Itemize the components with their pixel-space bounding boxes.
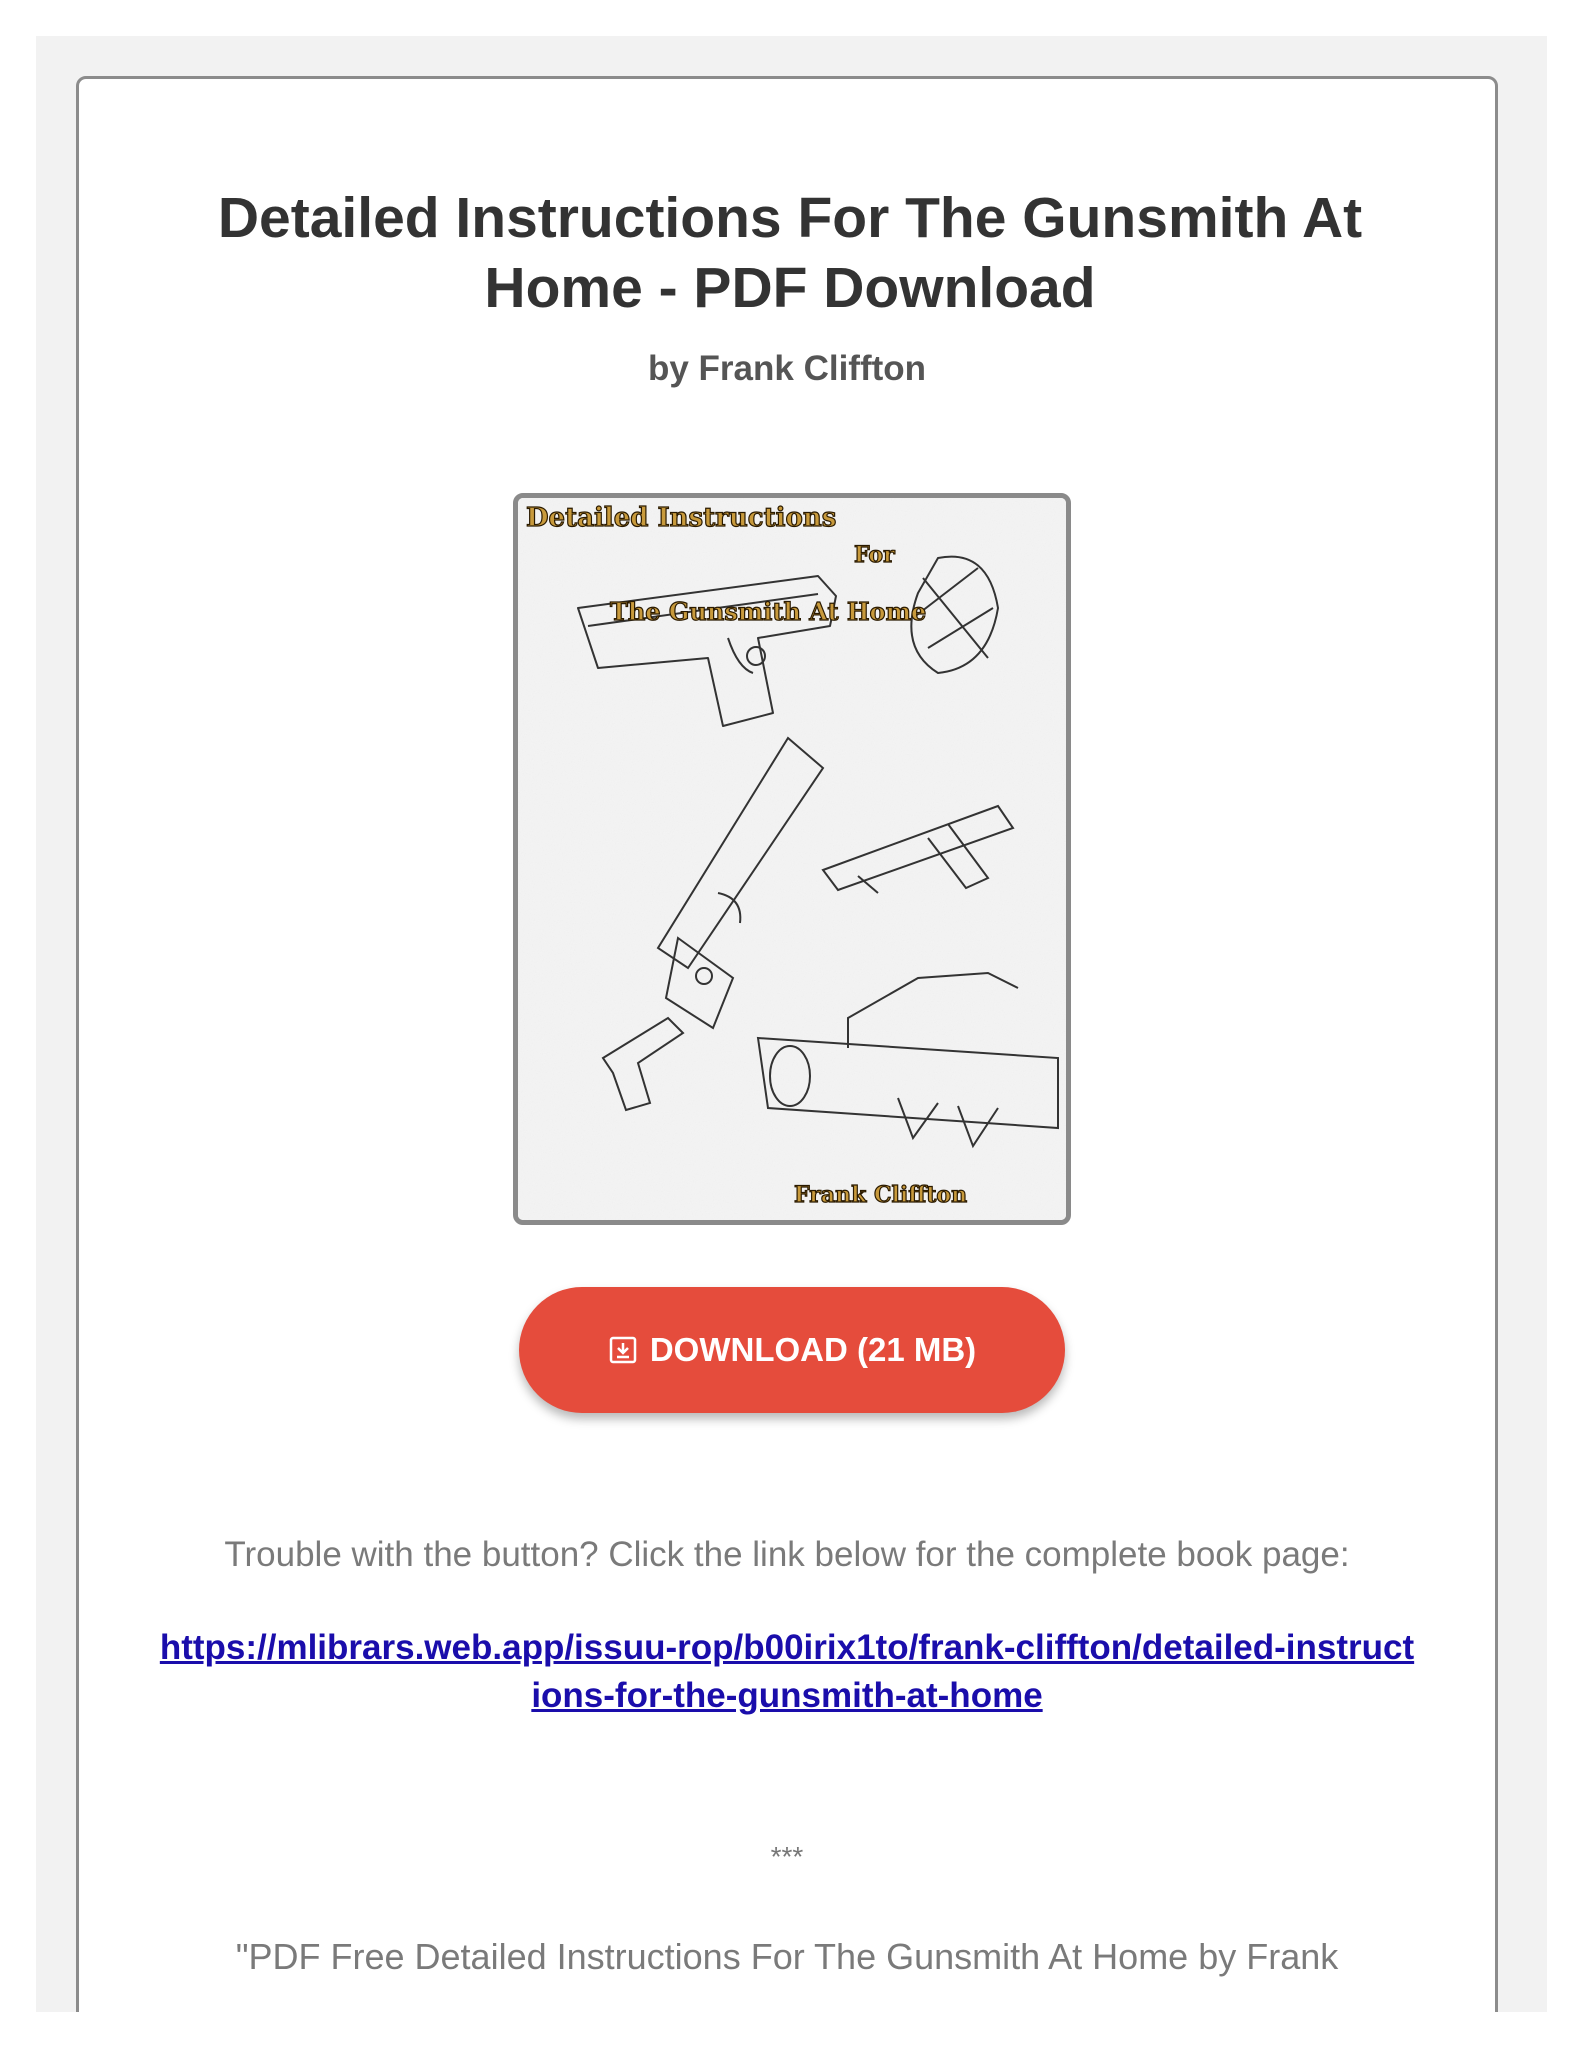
help-text: Trouble with the button? Click the link below for the complete book page: — [224, 1535, 1350, 1574]
book-cover-image[interactable] — [513, 493, 1071, 1225]
cover-author: Frank Cliffton — [794, 1182, 968, 1208]
cover-illustration — [518, 498, 1066, 1220]
book-card — [76, 76, 1498, 2012]
section-separator: *** — [770, 1841, 804, 1872]
page-title: Detailed Instructions For The Gunsmith At Home - PDF Download — [217, 186, 1363, 320]
book-page-link[interactable]: https://mlibrars.web.app/issuu-rop/b00irix1to/frank-cliffton/detailed-instructions-for-the-gunsmith-at-home — [159, 1628, 1415, 1715]
book-description: "PDF Free Detailed Instructions For The Gunsmith At Home by Frank — [235, 1936, 1339, 1977]
cover-title-line2: For — [854, 542, 895, 568]
download-button-label: DOWNLOAD (21 MB) — [649, 1331, 977, 1368]
download-icon — [608, 1335, 638, 1365]
page-viewport — [36, 36, 1547, 2012]
download-button[interactable] — [519, 1287, 1065, 1413]
book-author: by Frank Cliffton — [647, 349, 927, 388]
cover-title-line1: Detailed Instructions — [526, 503, 837, 533]
cover-title-line3: The Gunsmith At Home — [610, 597, 927, 626]
